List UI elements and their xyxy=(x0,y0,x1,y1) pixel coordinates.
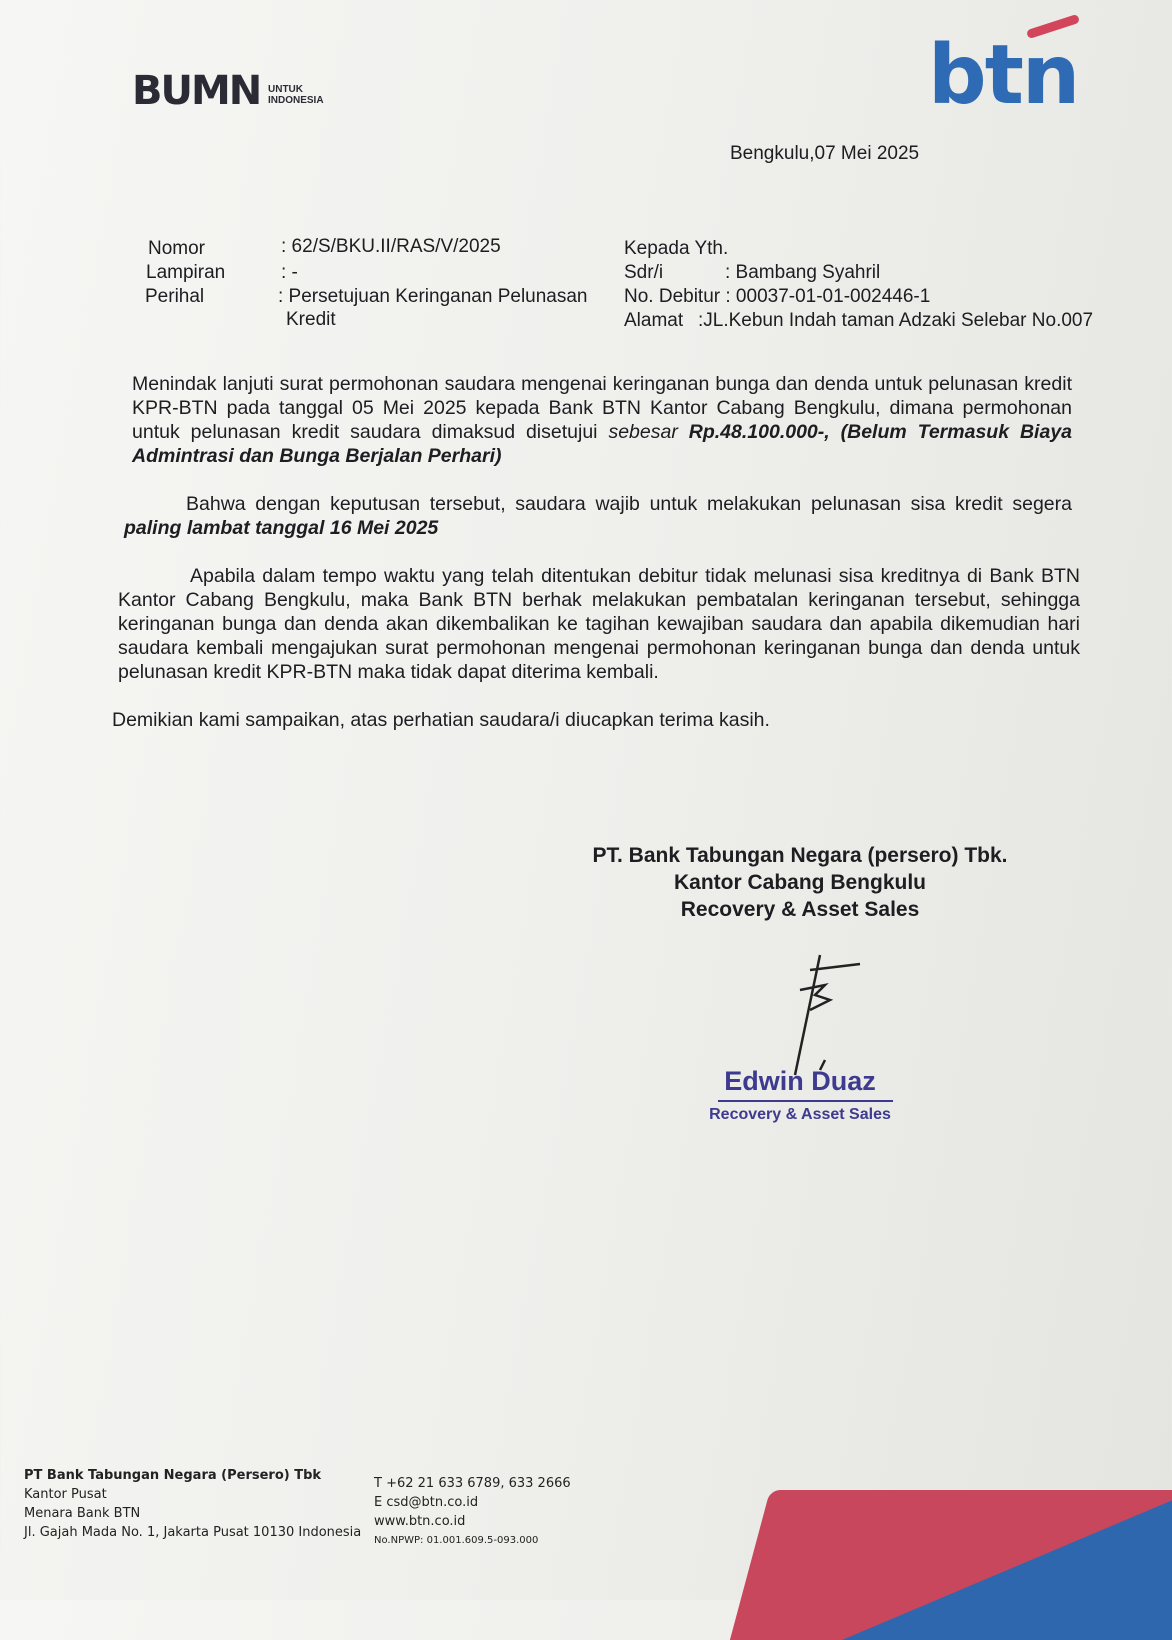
paragraph-1 xyxy=(132,372,1072,468)
btn-logo: btn xyxy=(928,28,1079,123)
footer-email: E csd@btn.co.id xyxy=(374,1495,479,1510)
nomor-value: : 62/S/BKU.II/RAS/V/2025 xyxy=(281,236,501,257)
recipient-alamat-label: Alamat xyxy=(624,310,684,331)
signature-company: PT. Bank Tabungan Negara (persero) Tbk. xyxy=(592,844,1008,867)
recipient-alamat-value: :JL.Kebun Indah taman Adzaki Selebar No.007 xyxy=(698,310,1094,331)
signature-branch: Kantor Cabang Bengkulu xyxy=(673,871,926,894)
recipient-kepada: Kepada Yth. xyxy=(624,238,729,259)
perihal-label: Perihal xyxy=(145,286,205,307)
place-date: Bengkulu,07 Mei 2025 xyxy=(730,143,920,164)
bumn-sub2: INDONESIA xyxy=(268,95,324,106)
stamp-name: Edwin Duaz xyxy=(724,1066,876,1096)
bumn-sub1: UNTUK xyxy=(268,84,303,95)
recipient-sdr-value: : Bambang Syahril xyxy=(725,262,881,283)
perihal-value-cont: Kredit xyxy=(286,309,336,330)
footer-street: Jl. Gajah Mada No. 1, Jakarta Pusat 10130 Indonesia xyxy=(24,1525,362,1540)
paragraph-2 xyxy=(124,492,1072,540)
paragraph-4: Demikian kami sampaikan, atas perhatian saudara/i diucapkan terima kasih. xyxy=(112,709,770,731)
footer-address xyxy=(24,1466,361,1542)
footer-building: Menara Bank BTN xyxy=(24,1506,141,1521)
stamp-underline xyxy=(718,1100,893,1102)
stamp-role: Recovery & Asset Sales xyxy=(709,1106,891,1123)
perihal-value: : Persetujuan Keringanan Pelunasan xyxy=(278,286,588,307)
signature-block xyxy=(580,842,1020,923)
p1-text: Menindak lanjuti surat permohonan saudara mengenai keringanan bunga dan denda untuk pelunasan kredit KPR-BTN pada tanggal 05 Mei 2025 kepada Bank BTN Kantor Cabang Bengkulu, dimana permohonan untuk pelunasan kredit saudara dimaksud disetujui xyxy=(132,373,1072,443)
lampiran-value: : - xyxy=(281,262,298,283)
bumn-logo-subtitle xyxy=(268,84,324,106)
bumn-logo: BUMN xyxy=(132,68,261,114)
letter-body xyxy=(112,372,1080,732)
footer-contact xyxy=(374,1474,571,1550)
footer-phone: T +62 21 633 6789, 633 2666 xyxy=(374,1476,571,1491)
p1-italic: sebesar xyxy=(608,421,689,443)
paragraph-3: Apabila dalam tempo waktu yang telah ditentukan debitur tidak melunasi sisa kreditnya di Bank BTN Kantor Cabang Bengkulu, maka Bank BTN berhak melakukan pembatalan keringanan tersebut, sehingga keringanan bunga dan denda akan dikembalikan ke tagihan kewajiban saudara dan apabila dikemudian hari saudara kembali mengajukan surat permohonan mengenai permohonan keringanan bunga dan denda untuk pelunasan kredit KPR-BTN maka tidak dapat diterima kembali. xyxy=(118,565,1080,683)
p2-deadline: paling lambat tanggal 16 Mei 2025 xyxy=(124,517,439,539)
p1-amount: Rp.48.100.000-, (Belum Termasuk Biaya Admintrasi dan Bunga Berjalan Perhari) xyxy=(132,421,1073,467)
footer-npwp: No.NPWP: 01.001.609.5-093.000 xyxy=(374,1535,539,1546)
footer-office: Kantor Pusat xyxy=(24,1487,107,1502)
signature-unit: Recovery & Asset Sales xyxy=(680,898,920,921)
p2-text: Bahwa dengan keputusan tersebut, saudara wajib untuk melakukan pelunasan sisa kredit segera xyxy=(186,493,1072,515)
footer-company: PT Bank Tabungan Negara (Persero) Tbk xyxy=(24,1468,322,1483)
recipient-sdr-label: Sdr/i xyxy=(624,262,664,283)
footer-website: www.btn.co.id xyxy=(374,1514,466,1529)
lampiran-label: Lampiran xyxy=(146,262,226,283)
recipient-debitur: No. Debitur : 00037-01-01-002446-1 xyxy=(624,286,931,307)
nomor-label: Nomor xyxy=(148,238,206,259)
